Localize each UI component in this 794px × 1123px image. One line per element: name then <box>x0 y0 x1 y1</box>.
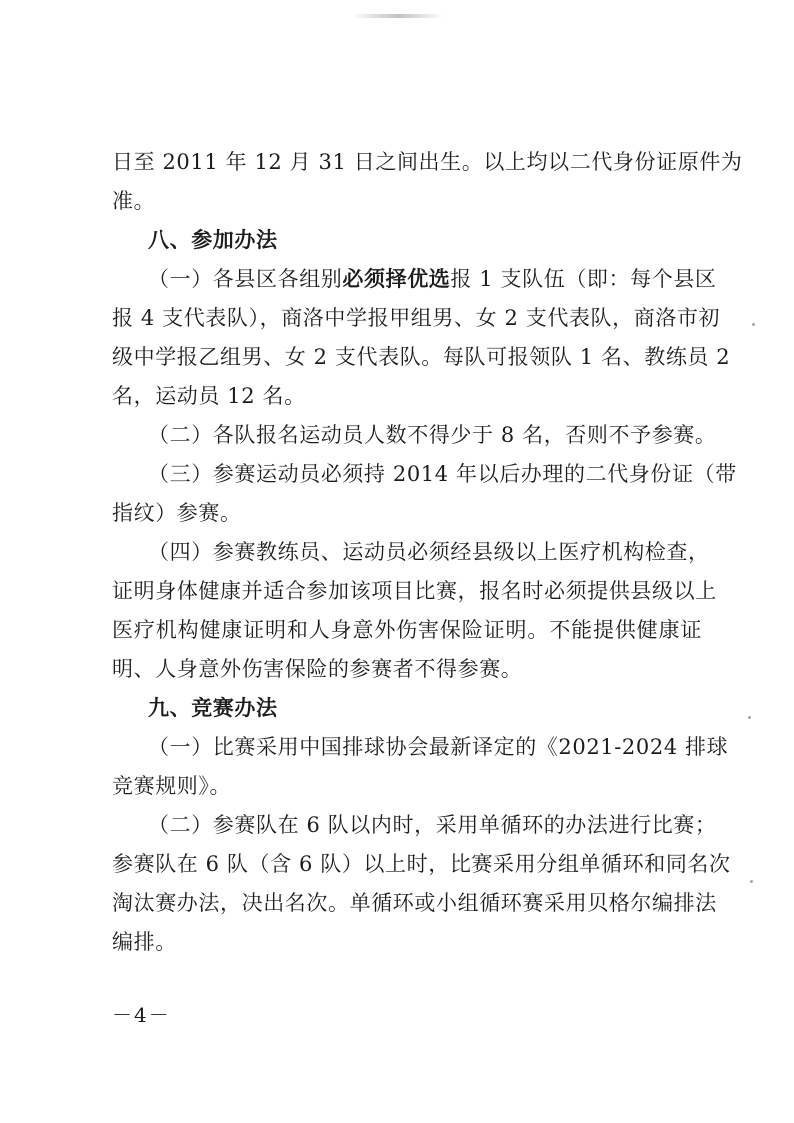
paragraph-line: 参赛队在 6 队（含 6 队）以上时，比赛采用分组单循环和同名次 <box>112 852 731 876</box>
paragraph-line: 报 4 支代表队），商洛中学报甲组男、女 2 支代表队，商洛市初 <box>112 306 721 330</box>
paragraph-line: 指纹）参赛。 <box>112 501 242 525</box>
text-run: 报 1 支队伍（即：每个县区 <box>450 267 717 291</box>
paragraph-line: （四）参赛教练员、运动员必须经县级以上医疗机构检查， <box>148 540 710 564</box>
emphasized-text: 必须择优选 <box>342 267 451 291</box>
page-number: －4－ <box>112 1003 171 1027</box>
paragraph-line: 名，运动员 12 名。 <box>112 384 306 408</box>
paragraph-line: 淘汰赛办法，决出名次。单循环或小组循环赛采用贝格尔编排法 <box>112 891 717 915</box>
scan-artifact <box>752 323 755 326</box>
section-heading-9: 九、竞赛办法 <box>148 696 278 720</box>
paragraph-line: 日至 2011 年 12 月 31 日之间出生。以上均以二代身份证原件为 <box>112 150 743 174</box>
paragraph-line: （一）比赛采用中国排球协会最新译定的《2021-2024 排球 <box>148 735 729 759</box>
paragraph-line <box>148 265 717 293</box>
paragraph-line: 编排。 <box>112 930 177 954</box>
paragraph-line: （二）各队报名运动员人数不得少于 8 名，否则不予参赛。 <box>148 423 717 447</box>
scan-artifact <box>750 880 753 883</box>
text-run: （一）各县区各组别 <box>148 267 343 291</box>
scan-artifact <box>748 716 751 719</box>
paragraph-line: 医疗机构健康证明和人身意外伤害保险证明。不能提供健康证 <box>112 618 702 642</box>
paragraph-line: 级中学报乙组男、女 2 支代表队。每队可报领队 1 名、教练员 2 <box>112 345 731 369</box>
paragraph-line: 准。 <box>112 189 156 213</box>
section-heading-8: 八、参加办法 <box>148 228 278 252</box>
paragraph-line: 明、人身意外伤害保险的参赛者不得参赛。 <box>112 657 523 681</box>
paragraph-line: （二）参赛队在 6 队以内时，采用单循环的办法进行比赛； <box>148 813 717 837</box>
scan-artifact <box>352 14 444 18</box>
paragraph-line: （三）参赛运动员必须持 2014 年以后办理的二代身份证（带 <box>148 462 737 486</box>
paragraph-line: 竞赛规则》。 <box>112 774 232 798</box>
paragraph-line: 证明身体健康并适合参加该项目比赛，报名时必须提供县级以上 <box>112 579 717 603</box>
